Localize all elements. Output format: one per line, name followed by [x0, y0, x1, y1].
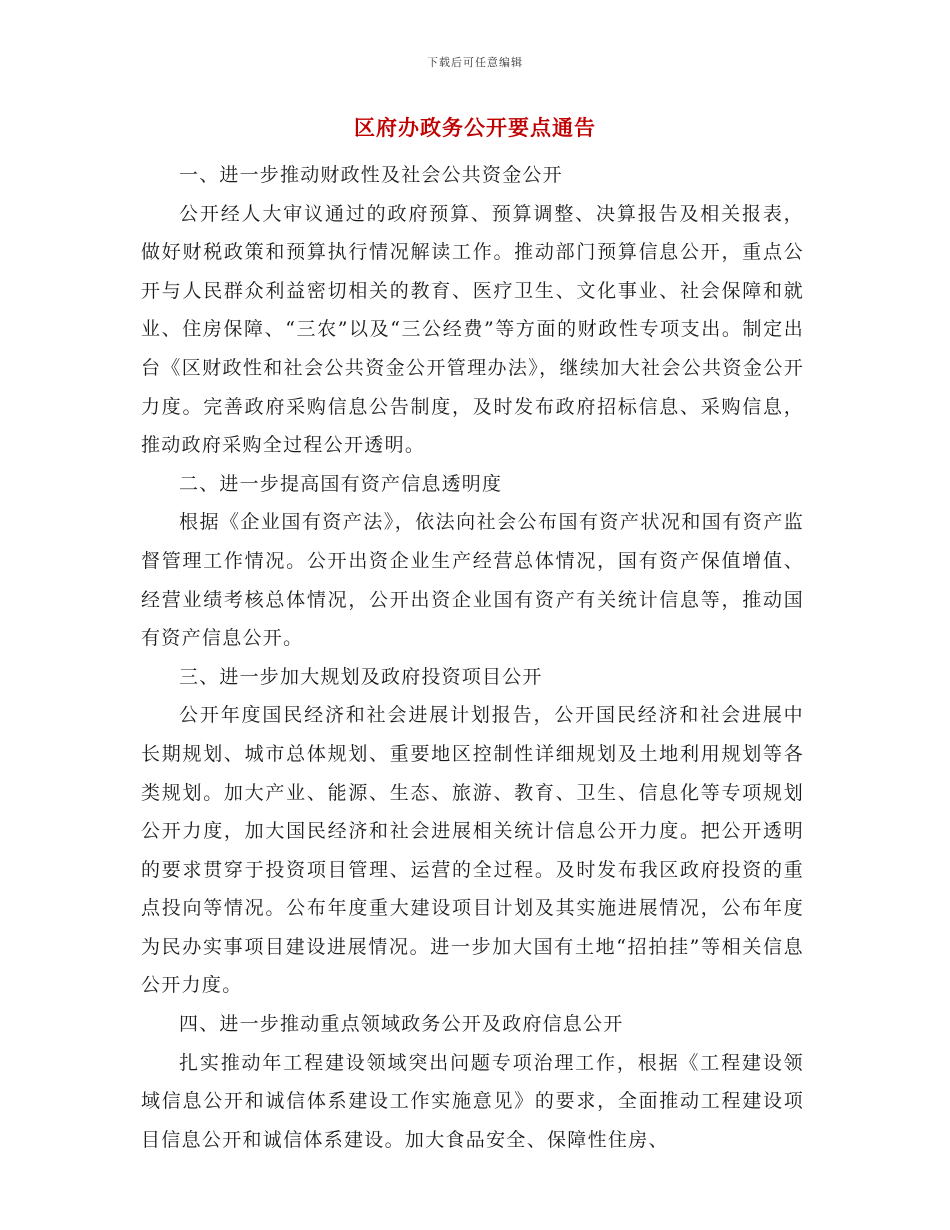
section-body-3: 公开年度国民经济和社会进展计划报告，公开国民经济和社会进展中长期规划、城市总体规划、重要地区控制性详细规划及土地利用规划等各类规划。加大产业、能源、生态、旅游、教育、卫生、信息化等专项规划公开力度，加大国民经济和社会进展相关统计信息公开力度。把公开透明的要求贯穿于投资项目管理、运营的全过程。及时发布我区政府投资的重点投向等情况。公布年度重大建设项目计划及其实施进展情况，公布年度为民办实事项目建设进展情况。进一步加大国有土地“招拍挂”等相关信息公开力度。: [141, 704, 804, 997]
page-header-note: 下载后可任意编辑: [427, 56, 523, 69]
section-heading-2: 二、进一步提高国有资产信息透明度: [179, 472, 503, 495]
document-title: 区府办政务公开要点通告: [354, 116, 596, 140]
section-body-1: 公开经人大审议通过的政府预算、预算调整、决算报告及相关报表，做好财税政策和预算执行情况解读工作。推动部门预算信息公开，重点公开与人民群众利益密切相关的教育、医疗卫生、文化事业、社会保障和就业、住房保障、“三农”以及“三公经费”等方面的财政性专项支出。制定出台《区财政性和社会公共资金公开管理办法》，继续加大社会公共资金公开力度。完善政府采购信息公告制度，及时发布政府招标信息、采购信息，推动政府采购全过程公开透明。: [141, 202, 804, 457]
section-heading-1: 一、进一步推动财政性及社会公共资金公开: [179, 164, 563, 186]
section-body-4: 扎实推动年工程建设领域突出问题专项治理工作，根据《工程建设领域信息公开和诚信体系建设工作实施意见》的要求，全面推动工程建设项目信息公开和诚信体系建设。加大食品安全、保障性住房、: [141, 1051, 804, 1151]
document-body: [141, 156, 804, 1159]
section-heading-3: 三、进一步加大规划及政府投资项目公开: [179, 665, 543, 688]
section-body-2: 根据《企业国有资产法》，依法向社会公布国有资产状况和国有资产监督管理工作情况。公开出资企业生产经营总体情况，国有资产保值增值、经营业绩考核总体情况，公开出资企业国有资产有关统计信息等，推动国有资产信息公开。: [141, 511, 804, 650]
section-heading-4: 四、进一步推动重点领域政务公开及政府信息公开: [179, 1013, 624, 1036]
